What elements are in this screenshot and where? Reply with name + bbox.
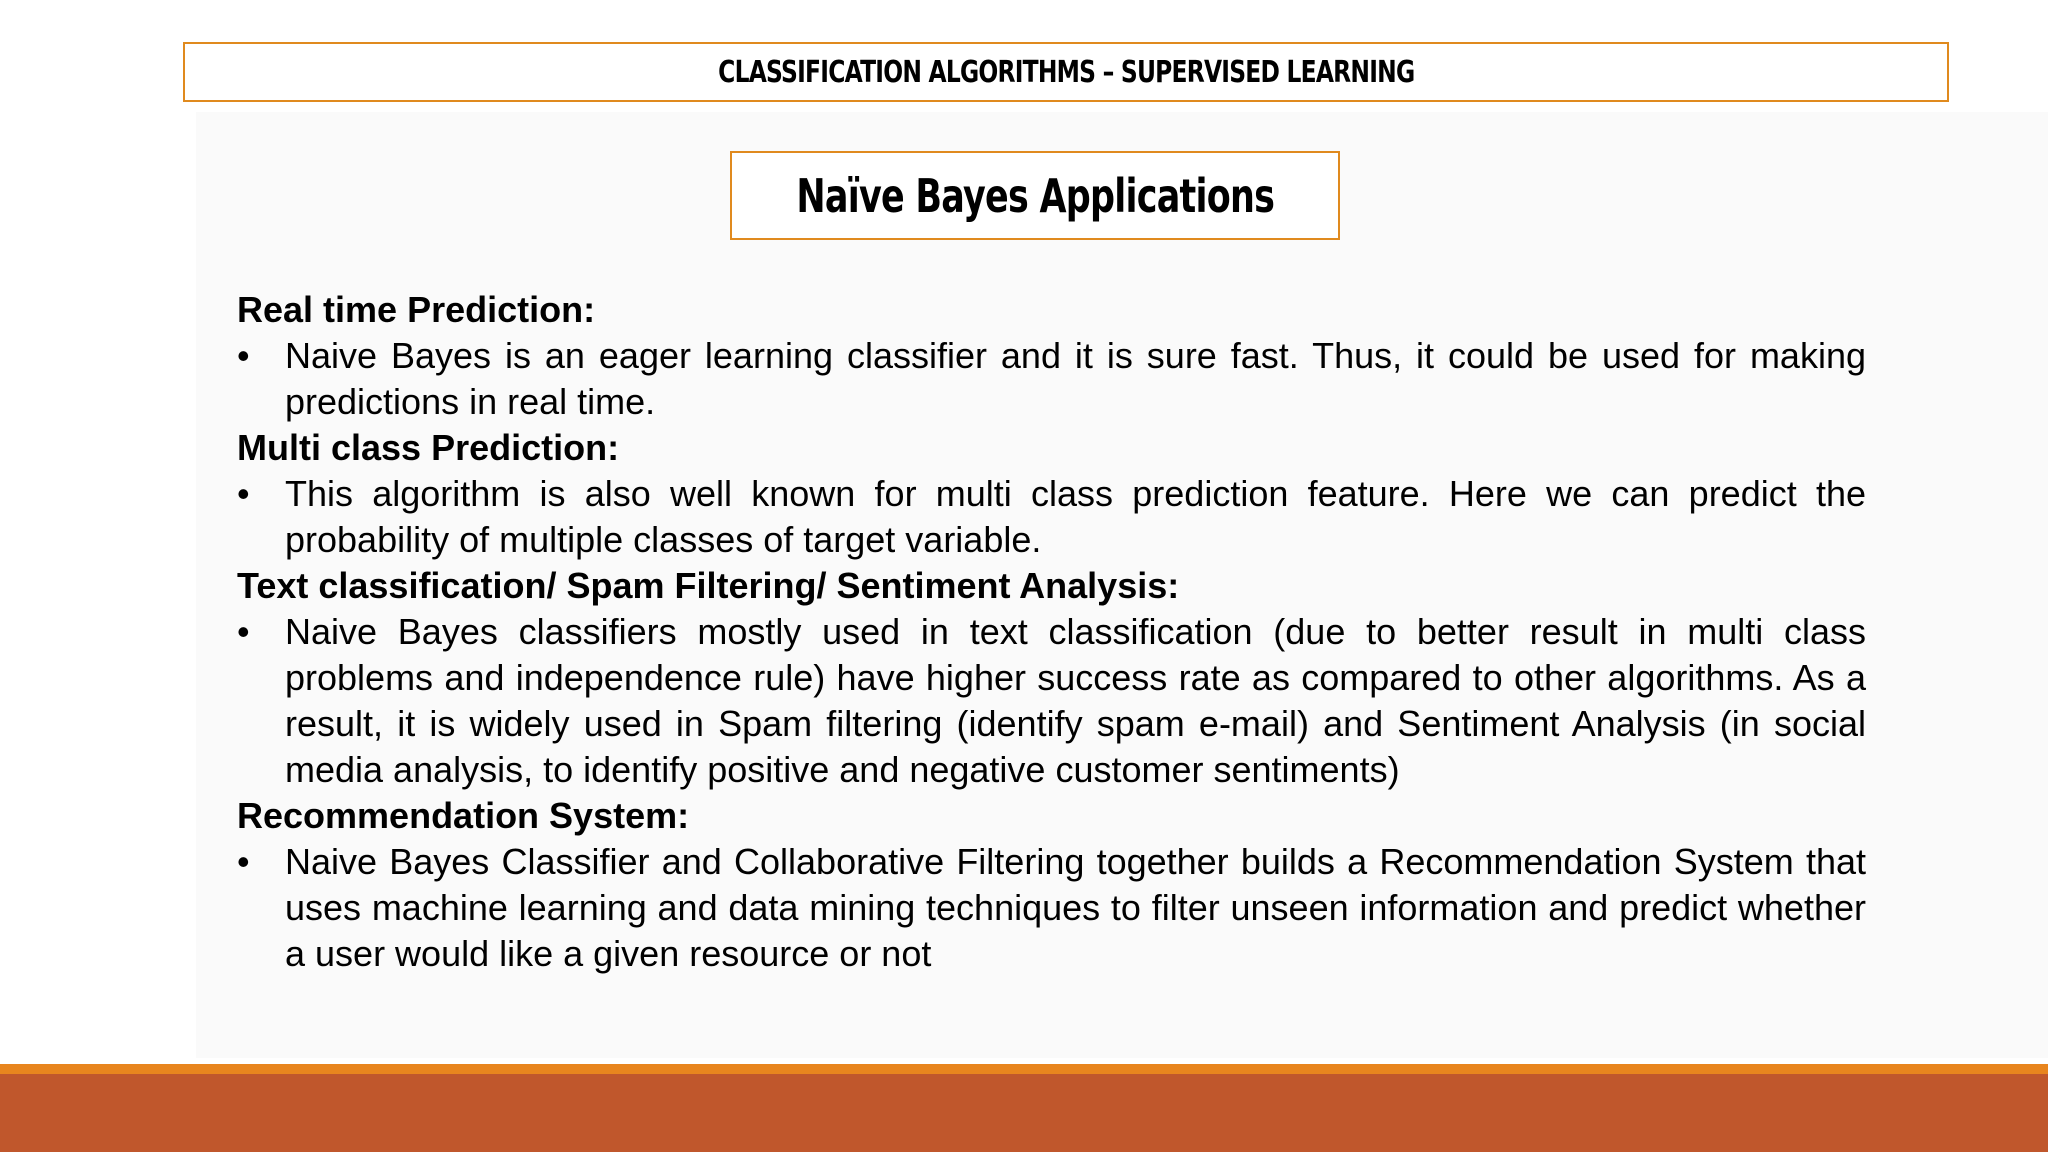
bullet-real-time [237, 333, 1866, 425]
header-title: CLASSIFICATION ALGORITHMS – SUPERVISED LEARNING [717, 54, 1415, 90]
section-heading-text-classification: Text classification/ Spam Filtering/ Sentiment Analysis: [237, 565, 1180, 606]
bullet-multi-class [237, 471, 1866, 563]
body-content [237, 287, 1866, 977]
slide-title-box [730, 151, 1340, 240]
bullet-recommendation [237, 839, 1866, 977]
slide-title: Naïve Bayes Applications [796, 168, 1274, 223]
footer-bar [0, 1074, 2048, 1152]
bullet-text-text-classification: Naive Bayes classifiers mostly used in text classification (due to better result in multi class problems and independence rule) have higher success rate as compared to other algorithms. As a result, it is widely used in Spam filtering (identify spam e-mail) and Sentiment Analysis (in social media analysis, to identify positive and negative customer sentiments) [285, 611, 1866, 790]
bullet-dot: • [237, 841, 250, 882]
footer-stripe [0, 1064, 2048, 1074]
section-heading-multi-class: Multi class Prediction: [237, 427, 620, 468]
bullet-dot: • [237, 335, 250, 376]
bullet-text-real-time: Naive Bayes is an eager learning classifier and it is sure fast. Thus, it could be used for making predictions in real time. [285, 335, 1866, 422]
bullet-dot: • [237, 473, 250, 514]
section-heading-real-time: Real time Prediction: [237, 289, 596, 330]
header-box [183, 42, 1949, 102]
bullet-dot: • [237, 611, 250, 652]
bullet-text-recommendation: Naive Bayes Classifier and Collaborative Filtering together builds a Recommendation System that uses machine learning and data mining techniques to filter unseen information and predict whether a user would like a given resource or not [285, 841, 1866, 974]
bullet-text-multi-class: This algorithm is also well known for multi class prediction feature. Here we can predict the probability of multiple classes of target variable. [285, 473, 1866, 560]
section-heading-recommendation: Recommendation System: [237, 795, 690, 836]
bullet-text-classification [237, 609, 1866, 793]
